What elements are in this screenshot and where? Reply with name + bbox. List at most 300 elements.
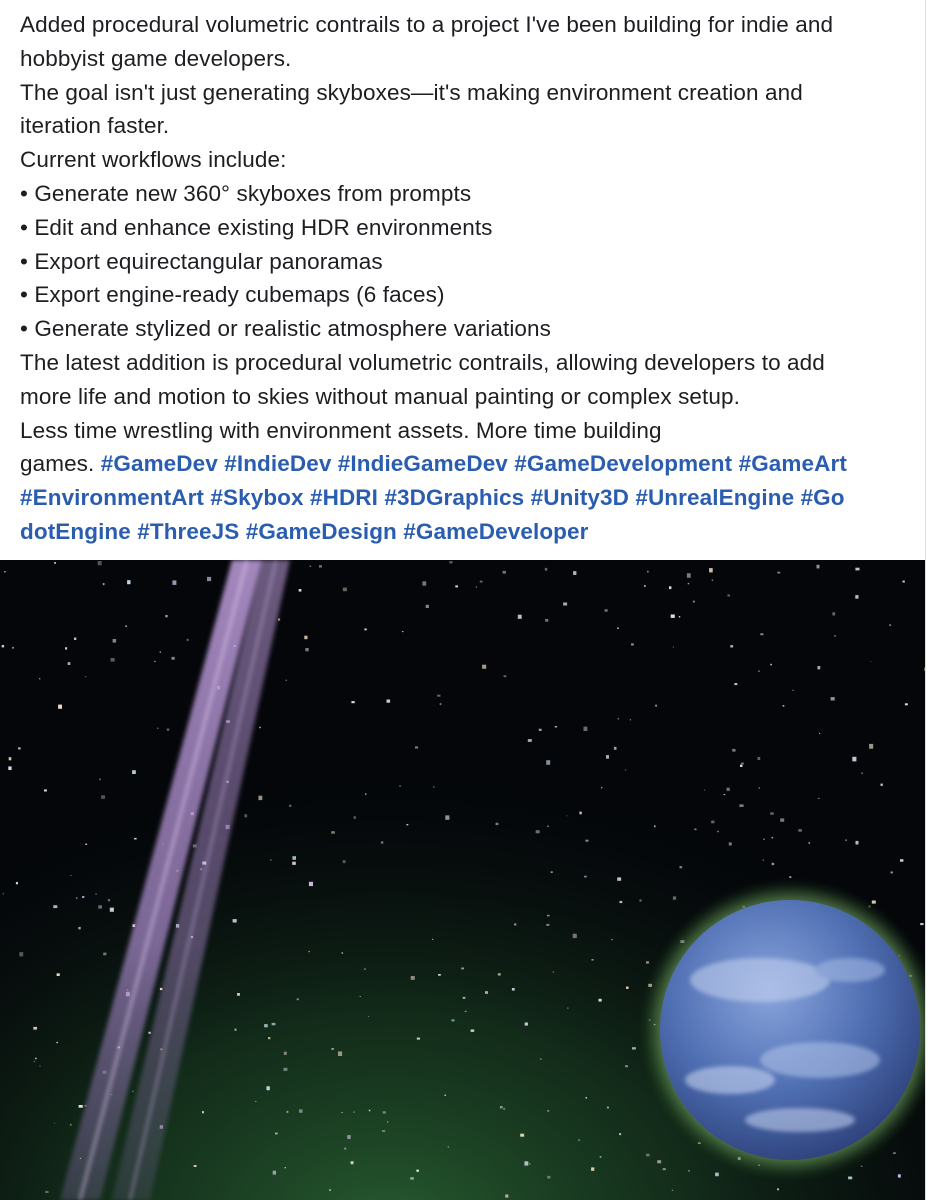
bullet-item: • Generate stylized or realistic atmosphere variations — [20, 316, 552, 342]
star — [739, 804, 743, 807]
star — [872, 901, 876, 904]
hashtag-gameart[interactable]: #GameArt — [738, 451, 847, 477]
star — [68, 662, 71, 665]
hashtag-line — [20, 481, 925, 515]
star — [504, 675, 507, 677]
star — [8, 766, 11, 770]
star — [760, 633, 763, 635]
star — [299, 589, 302, 592]
star — [148, 1032, 150, 1034]
star — [869, 744, 873, 749]
star — [286, 680, 287, 681]
star — [584, 876, 587, 878]
star — [920, 923, 923, 925]
star — [631, 643, 634, 645]
post-text-line: iteration faster. — [20, 113, 170, 139]
star — [817, 666, 820, 669]
star — [56, 1042, 58, 1043]
star — [605, 609, 608, 612]
star — [763, 860, 764, 861]
star — [172, 657, 175, 660]
post-text-tail: games. — [20, 451, 95, 477]
star — [688, 1170, 690, 1172]
star — [365, 794, 367, 795]
hashtag-unrealengine[interactable]: #UnrealEngine — [635, 485, 795, 511]
star — [688, 583, 690, 584]
star — [134, 838, 137, 840]
star — [503, 571, 506, 574]
star — [476, 587, 477, 588]
star — [545, 619, 548, 622]
star — [855, 568, 859, 571]
star — [289, 805, 291, 807]
star — [512, 988, 515, 990]
star — [852, 757, 856, 762]
bullet-item: • Generate new 360° skyboxes from prompts — [20, 180, 472, 206]
star — [3, 893, 4, 894]
star — [54, 562, 56, 564]
star — [284, 1068, 288, 1071]
star — [402, 631, 404, 632]
star — [82, 896, 84, 898]
star — [555, 726, 557, 728]
star — [770, 812, 774, 815]
star — [387, 1121, 388, 1122]
star — [579, 812, 581, 815]
star — [607, 1107, 609, 1109]
star — [632, 1047, 636, 1049]
star — [536, 830, 540, 833]
star — [343, 588, 347, 592]
star — [108, 899, 110, 901]
star — [672, 1190, 673, 1191]
star — [717, 831, 718, 832]
star — [347, 1135, 351, 1139]
star — [416, 1170, 419, 1172]
hashtag-threejs[interactable]: #ThreeJS — [137, 518, 240, 544]
star — [758, 757, 761, 760]
star — [255, 1101, 256, 1102]
star — [529, 1163, 530, 1164]
star — [284, 1052, 287, 1055]
star — [57, 973, 60, 976]
star — [518, 615, 522, 619]
star — [44, 789, 47, 791]
star — [113, 639, 117, 643]
star — [299, 1109, 303, 1113]
star — [449, 561, 452, 564]
star — [646, 1154, 649, 1157]
star — [687, 573, 691, 578]
star — [18, 747, 21, 749]
star — [663, 1168, 666, 1170]
hashtag-indiegamedev[interactable]: #IndieGameDev — [337, 451, 508, 477]
star — [498, 973, 501, 975]
star — [207, 577, 211, 581]
star — [792, 690, 794, 691]
skybox-render-image — [0, 560, 925, 1200]
star — [617, 628, 619, 629]
star — [417, 1038, 420, 1040]
star — [777, 1188, 779, 1190]
star — [45, 1191, 48, 1193]
star — [514, 924, 516, 926]
star — [586, 1097, 588, 1099]
star — [285, 1167, 286, 1168]
star — [437, 695, 440, 697]
star — [505, 1195, 508, 1198]
star — [584, 727, 588, 731]
star — [905, 703, 908, 705]
star — [342, 1112, 343, 1113]
star — [893, 1152, 896, 1154]
star — [763, 839, 765, 840]
star — [132, 770, 136, 774]
star — [496, 823, 499, 825]
post-text-line: Less time wrestling with environment assets. More time building — [20, 417, 662, 443]
star — [19, 952, 23, 956]
star — [729, 842, 732, 845]
star — [809, 842, 811, 844]
star — [369, 1110, 371, 1111]
star — [354, 816, 356, 819]
star — [900, 859, 903, 862]
star — [172, 580, 176, 585]
star — [759, 788, 760, 789]
star — [267, 1086, 270, 1090]
star — [617, 877, 621, 880]
star — [70, 1124, 72, 1126]
hashtag-godotengine[interactable]: #Go — [800, 485, 845, 511]
star — [819, 733, 820, 734]
star — [12, 647, 14, 649]
star — [547, 1176, 550, 1179]
star — [524, 1161, 528, 1165]
star — [715, 1173, 719, 1177]
star — [103, 583, 105, 585]
star — [724, 794, 726, 795]
star — [848, 1177, 852, 1180]
star — [862, 773, 863, 774]
star — [540, 1058, 542, 1060]
star — [551, 871, 553, 873]
star — [85, 844, 87, 845]
star — [70, 875, 71, 876]
star — [482, 665, 486, 669]
star — [798, 829, 802, 832]
star — [34, 1061, 36, 1062]
star — [646, 961, 649, 963]
star — [287, 1111, 289, 1113]
star — [98, 561, 102, 565]
star — [730, 645, 733, 647]
star — [741, 763, 744, 765]
star — [832, 612, 835, 615]
star — [415, 746, 418, 748]
star — [861, 1166, 863, 1167]
star — [98, 905, 102, 908]
hashtag-line — [20, 447, 925, 481]
star — [329, 1189, 331, 1190]
star — [308, 951, 310, 952]
star — [127, 580, 130, 584]
post-text-line: more life and motion to skies without manual painting or complex setup. — [20, 383, 740, 409]
star — [528, 739, 532, 742]
star — [709, 568, 713, 572]
star — [258, 796, 262, 800]
star — [272, 1023, 276, 1025]
star — [770, 664, 772, 666]
star — [780, 818, 784, 821]
star — [503, 1108, 505, 1110]
star — [465, 1011, 467, 1012]
star — [9, 757, 12, 760]
star — [578, 1140, 580, 1141]
star — [410, 1177, 414, 1179]
star — [772, 837, 774, 838]
star — [600, 1156, 602, 1158]
star — [160, 652, 161, 653]
star — [39, 1065, 41, 1066]
star — [53, 905, 57, 908]
hashtag-indiedev[interactable]: #IndieDev — [224, 451, 332, 477]
star — [673, 896, 676, 899]
star — [611, 939, 613, 940]
star — [539, 729, 542, 731]
star — [711, 821, 714, 824]
star — [368, 1016, 369, 1017]
star — [599, 999, 602, 1002]
star — [275, 1133, 278, 1135]
star — [547, 915, 550, 917]
star — [758, 671, 760, 672]
star — [669, 586, 671, 589]
star — [903, 581, 905, 583]
star — [740, 765, 743, 767]
post-text-line: hobbyist game developers. — [20, 45, 292, 71]
star — [680, 866, 683, 868]
star — [411, 976, 415, 980]
star — [463, 997, 466, 999]
hashtag-3dgraphics[interactable]: #3DGraphics — [384, 485, 525, 511]
star — [898, 1174, 901, 1177]
hashtag-gamedevelopment[interactable]: #GameDevelopment — [514, 451, 733, 477]
star — [245, 814, 248, 817]
bullet-item: • Export equirectangular panoramas — [20, 248, 383, 274]
star — [889, 624, 891, 626]
star — [585, 840, 588, 842]
hashtag-godotengine-continued[interactable]: dotEngine — [20, 518, 131, 544]
star — [455, 585, 458, 587]
star — [58, 705, 62, 709]
star — [546, 760, 550, 765]
star — [727, 788, 730, 791]
post-text-line: Current workflows include: — [20, 147, 287, 173]
post-body-text — [20, 8, 925, 549]
star — [620, 901, 623, 903]
star — [103, 953, 106, 956]
star — [270, 859, 271, 861]
hashtag-line — [20, 515, 925, 549]
star — [426, 605, 429, 608]
star — [2, 645, 4, 647]
hashtag-gamedesign[interactable]: #GameDesign — [245, 518, 397, 544]
star — [563, 603, 567, 606]
star — [79, 1105, 83, 1108]
star — [360, 996, 361, 997]
star — [566, 816, 567, 817]
star — [364, 629, 366, 631]
star — [351, 701, 354, 703]
hashtag-gamedev[interactable]: #GameDev — [100, 451, 218, 477]
star — [777, 572, 780, 574]
star — [625, 1065, 628, 1067]
hashtag-skybox[interactable]: #Skybox — [210, 485, 304, 511]
star — [259, 727, 260, 728]
star — [111, 658, 115, 662]
star — [351, 1161, 354, 1164]
star — [545, 568, 548, 571]
star — [647, 571, 648, 573]
star — [268, 1037, 270, 1039]
star — [157, 728, 158, 729]
star — [304, 636, 307, 640]
star — [383, 1111, 386, 1113]
star — [354, 1112, 355, 1113]
star — [433, 787, 434, 788]
star — [639, 900, 641, 902]
star — [452, 1019, 455, 1021]
star — [319, 565, 322, 568]
star — [693, 601, 695, 603]
star — [654, 825, 656, 827]
star — [154, 661, 156, 662]
star — [422, 581, 426, 585]
star — [78, 927, 80, 930]
star — [264, 1024, 268, 1027]
star — [891, 872, 893, 874]
star — [783, 705, 785, 707]
star — [432, 939, 433, 940]
right-gutter — [925, 0, 933, 1200]
star — [461, 968, 464, 970]
star — [381, 841, 383, 843]
star — [606, 755, 609, 759]
star — [85, 676, 86, 677]
star — [74, 638, 76, 641]
star — [500, 1106, 503, 1109]
post-text-line: The latest addition is procedural volumetric contrails, allowing developers to add — [20, 349, 825, 375]
star — [525, 1023, 528, 1026]
star — [406, 824, 408, 825]
star — [76, 898, 78, 899]
star — [834, 635, 836, 636]
content-border — [925, 0, 926, 1200]
star — [734, 683, 737, 685]
post-text-line: The goal isn't just generating skyboxes—it's making environment creation and — [20, 79, 803, 105]
star — [870, 661, 871, 662]
star — [601, 787, 602, 788]
star — [704, 790, 705, 791]
star — [573, 571, 576, 575]
star — [630, 719, 631, 720]
post-image-skybox-render[interactable] — [0, 560, 925, 1200]
star — [344, 1148, 346, 1150]
star — [480, 581, 483, 583]
star — [547, 826, 548, 827]
star — [732, 749, 735, 752]
star — [382, 1130, 385, 1132]
star — [440, 703, 442, 704]
hashtag-unity3d[interactable]: #Unity3D — [530, 485, 629, 511]
star — [310, 566, 311, 567]
star — [592, 959, 594, 960]
star — [727, 595, 730, 597]
star — [694, 829, 696, 831]
star — [644, 585, 646, 587]
star — [387, 700, 391, 703]
star — [818, 798, 820, 799]
star — [237, 993, 240, 996]
star — [445, 815, 449, 819]
star — [619, 1133, 621, 1135]
star — [331, 1048, 334, 1050]
star — [16, 882, 18, 884]
star — [202, 1111, 204, 1113]
star — [448, 1146, 449, 1147]
star — [520, 1134, 524, 1137]
star — [831, 697, 835, 700]
star — [278, 619, 280, 621]
star — [309, 882, 313, 886]
star — [856, 841, 859, 845]
star — [342, 952, 343, 953]
star — [65, 647, 67, 649]
star — [187, 639, 189, 641]
bullet-item: • Export engine-ready cubemaps (6 faces) — [20, 282, 445, 308]
star — [881, 784, 883, 786]
star — [99, 779, 101, 781]
star — [712, 580, 713, 581]
star — [655, 705, 657, 707]
star — [485, 991, 488, 994]
star — [471, 1030, 475, 1032]
star — [845, 840, 846, 841]
star — [101, 795, 105, 799]
star — [625, 770, 626, 771]
star — [573, 934, 577, 938]
star — [438, 974, 441, 976]
star — [614, 747, 617, 750]
star — [235, 1029, 237, 1031]
star — [273, 1171, 276, 1175]
star — [618, 718, 619, 719]
hashtag-hdri[interactable]: #HDRI — [310, 485, 379, 511]
star — [233, 919, 237, 922]
star — [292, 856, 296, 860]
hashtag-environmentart[interactable]: #EnvironmentArt — [20, 485, 205, 511]
star — [817, 565, 820, 569]
star — [553, 972, 555, 973]
star — [338, 1051, 342, 1056]
star — [591, 1167, 594, 1170]
star — [567, 1008, 568, 1009]
star — [194, 1165, 197, 1167]
star — [35, 1058, 36, 1060]
star — [772, 863, 775, 865]
star — [125, 626, 127, 627]
hashtag-gamedeveloper[interactable]: #GameDeveloper — [403, 518, 589, 544]
